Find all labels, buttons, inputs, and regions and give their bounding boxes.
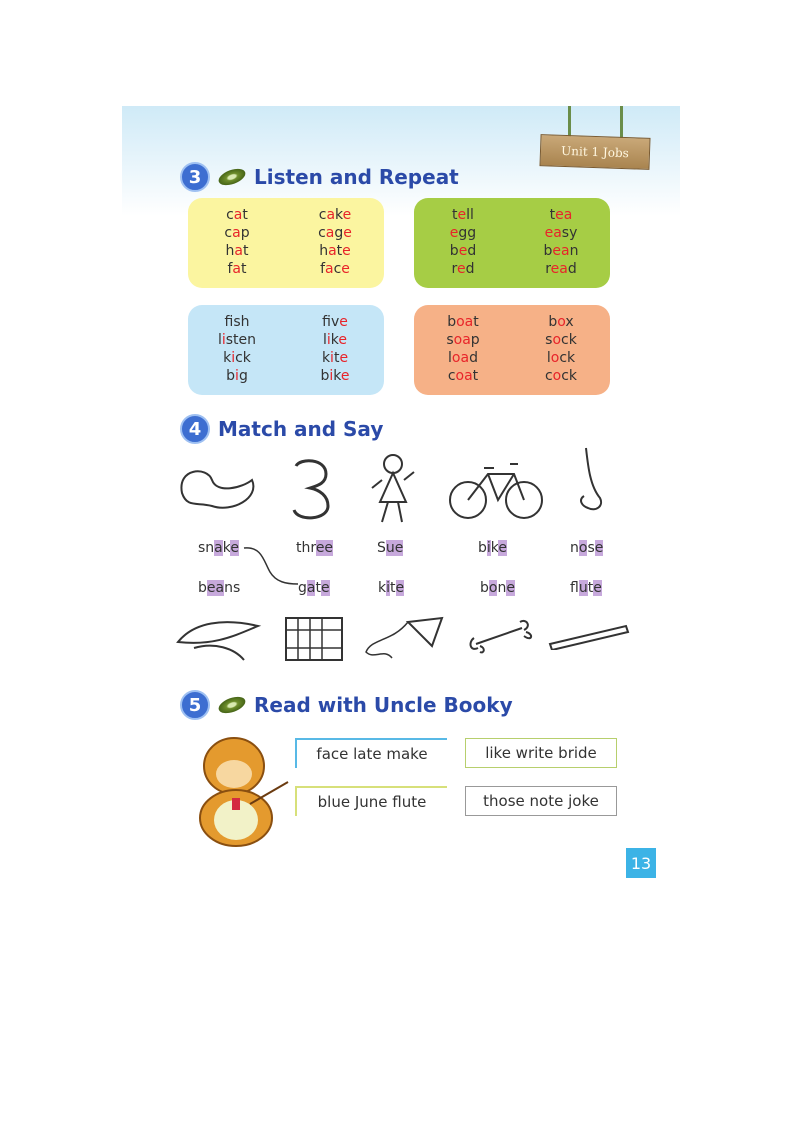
page-number: 13 [626,848,656,878]
kite-picture [362,612,448,664]
word: hate [319,243,351,259]
match-word-gate[interactable]: gate [298,580,330,596]
word: fat [227,261,247,277]
section-title-text: Listen and Repeat [254,165,459,189]
word: cock [544,368,578,384]
section-number: 3 [180,162,210,192]
word: fsh [224,314,250,330]
flute-picture [546,620,632,650]
word: read [545,261,577,277]
word: hat [225,243,249,259]
match-word-beans[interactable]: beans [198,580,241,596]
word: red [451,261,475,277]
match-word-kite[interactable]: kite [378,580,405,596]
listen-box-yellow [188,198,384,288]
read-box-2: like write bride [465,738,617,768]
word: big [226,368,248,384]
match-word-nose[interactable]: nose [570,540,604,556]
sign-rope-left [568,106,571,138]
word: cake [318,207,352,223]
section-title-text: Match and Say [218,417,384,441]
word: coat [447,368,479,384]
word: kite [321,350,349,366]
word: bike [320,368,350,384]
listen-box-green [414,198,610,288]
word: cap [224,225,250,241]
word: fve [322,314,348,330]
word: sock [545,332,577,348]
word: bean [543,243,579,259]
read-box-4: those note joke [465,786,617,816]
section-4-title [180,414,383,444]
match-word-three[interactable]: three [296,540,334,556]
gate-picture [282,614,346,664]
word: tea [549,207,573,223]
match-word-bone[interactable]: bone [480,580,515,596]
word: cat [226,207,248,223]
word: soap [446,332,480,348]
word: like [322,332,347,348]
section-title-text: Read with Uncle Booky [254,693,513,717]
word: load [448,350,478,366]
word: cage [318,225,352,241]
read-box-3: blue June flute [295,786,447,816]
number-three-picture [290,456,334,522]
match-word-sue[interactable]: Sue [377,540,404,556]
bicycle-picture [448,450,544,522]
section-3-title [180,162,459,192]
word: boat [447,314,479,330]
match-word-bike[interactable]: bike [478,540,508,556]
word: lock [546,350,576,366]
nose-picture [570,446,610,516]
beans-picture [174,612,266,664]
workbook-page [122,106,680,886]
unit-sign: Unit 1 Jobs [539,134,650,170]
listen-box-blue [188,305,384,395]
word: box [548,314,574,330]
word: egg [449,225,477,241]
match-line [242,542,302,588]
word: easy [544,225,578,241]
cd-icon[interactable] [216,694,247,717]
section-5-title [180,690,513,720]
cd-icon[interactable] [216,166,247,189]
girl-picture [368,452,418,526]
word: kick [223,350,251,366]
word: face [320,261,350,277]
listen-box-orange [414,305,610,395]
section-number: 4 [180,414,210,444]
word: tell [452,207,474,223]
match-word-flute[interactable]: flute [570,580,602,596]
bone-picture [466,618,536,654]
word: bed [449,243,477,259]
uncle-booky-picture [184,726,294,848]
read-box-1: face late make [295,738,447,768]
word: listen [217,332,257,348]
snake-picture [172,458,262,518]
match-word-snake[interactable]: snake [198,540,239,556]
sign-rope-right [620,106,623,138]
section-number: 5 [180,690,210,720]
